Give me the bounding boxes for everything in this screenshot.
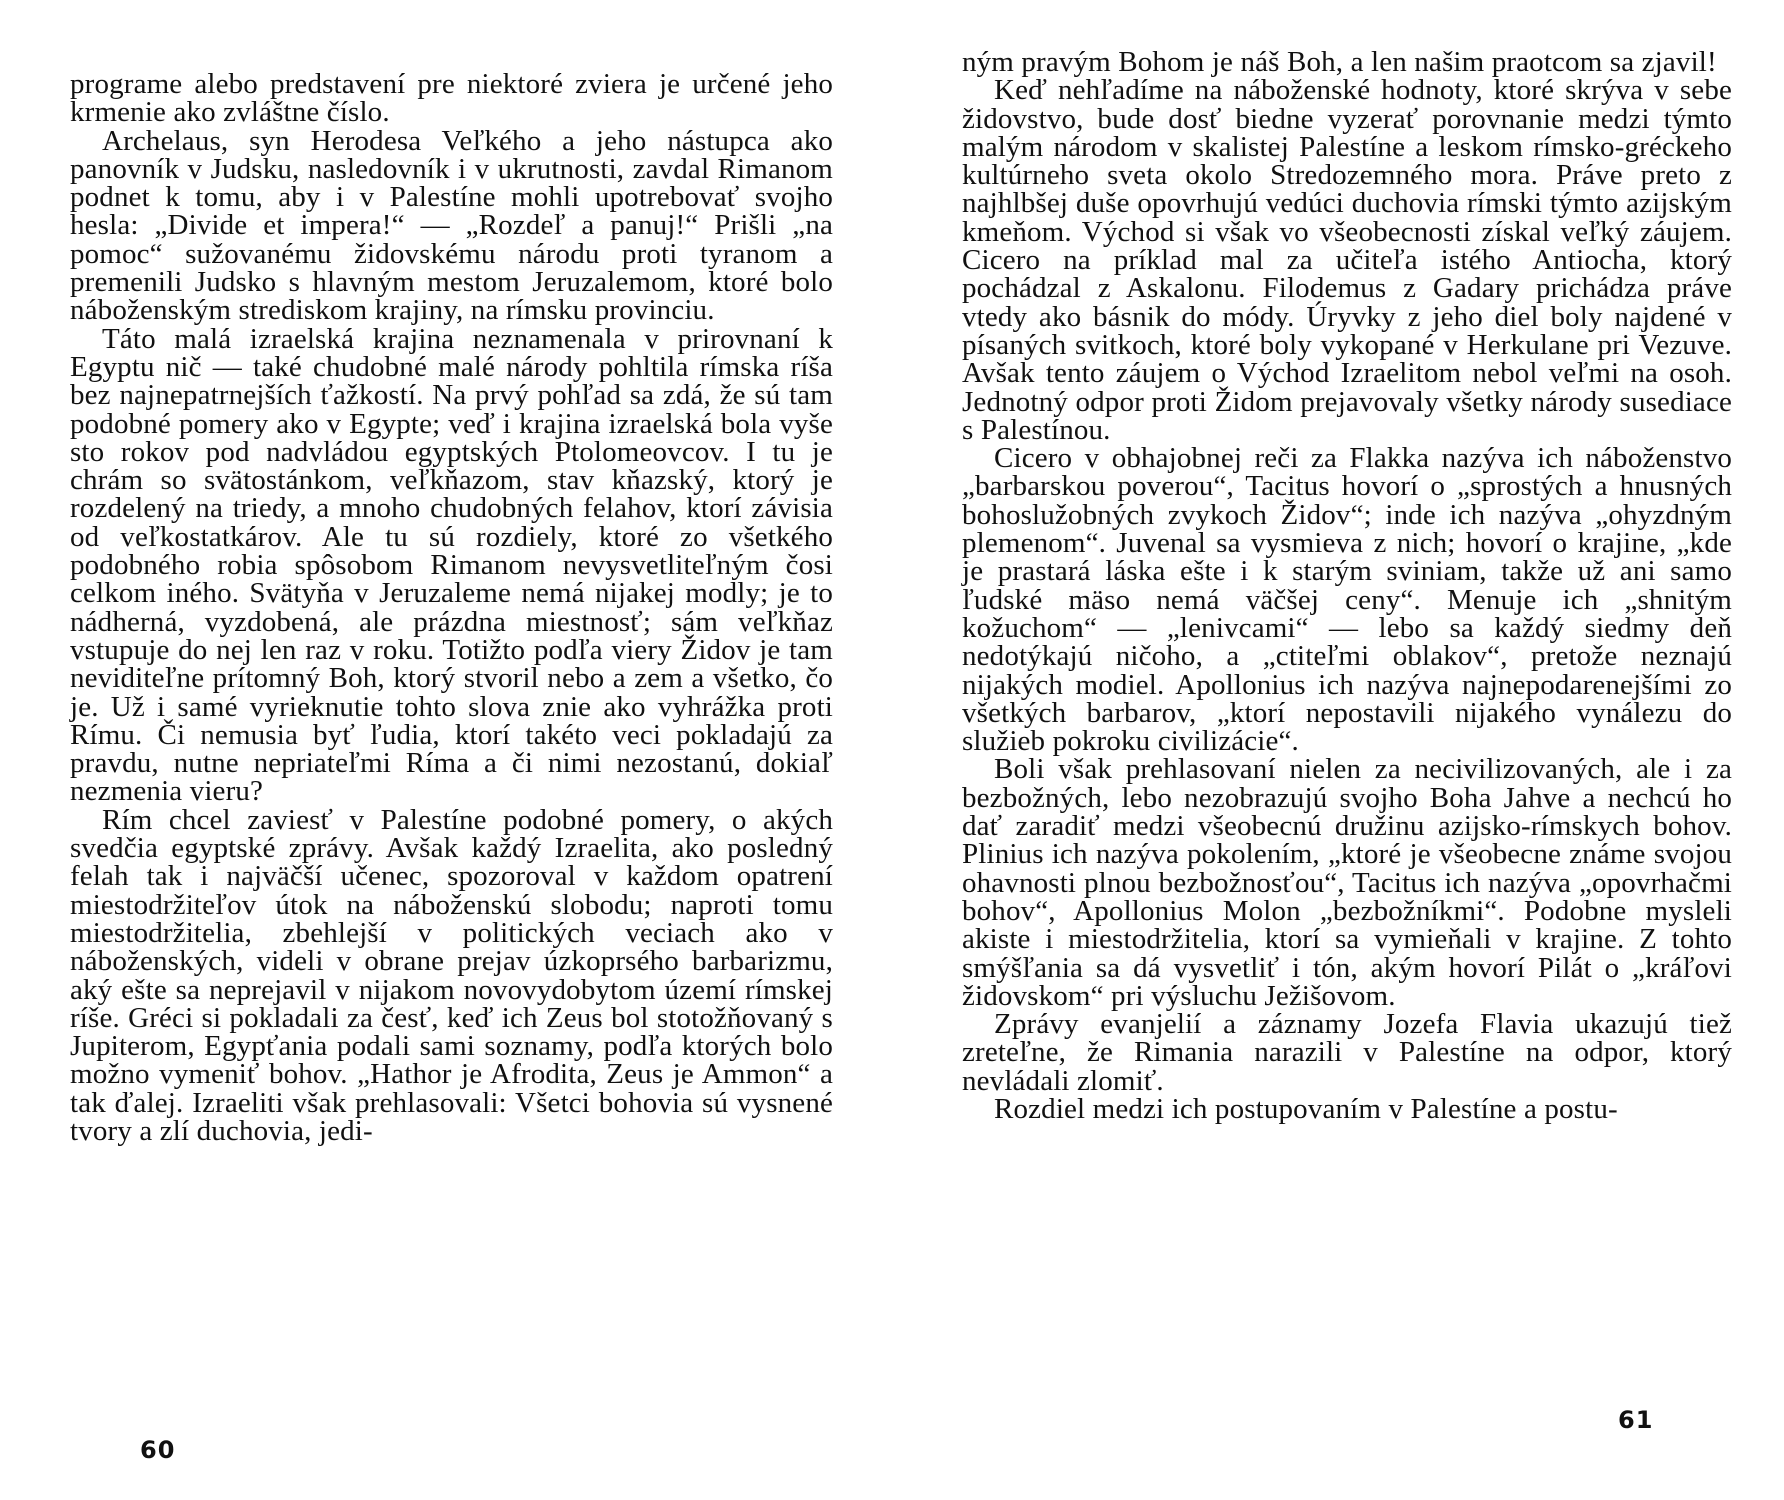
paragraph: ným pravým Bohom je náš Boh, a len našim praotcom sa zjavil! [962,46,1717,78]
paragraph: Keď nehľadíme na náboženské hodnoty, ktoré skrýva v sebe židovstvo, bude dosť biedne vyzerať porovnanie medzi týmto malým národom v skalistej Palestíne a leskom rímsko-gréckeho kultúrneho sveta okolo Stredozemného mora. Práve preto z najhlbšej duše opovrhujú vedúci duchovia rímski týmto azijským kmeňom. Východ si však vo všeobecnosti získal veľký záujem. Cicero na príklad mal za učiteľa istého Antiocha, ktorý pochádzal z Askalonu. Filodemus z Gadary prichádza práve vtedy ako básnik do módy. Úryvky z jeho diel boly najdené v písaných svitkoch, ktoré boly vykopané v Herkulane pri Vezuve. Avšak tento záujem o Východ Izraelitom nebol veľmi na osoh. Jednotný odpor proti Židom prejavovaly všetky národy susediace s Palestínou. [962,74,1732,446]
paragraph: Cicero v obhajobnej reči za Flakka nazýva ich náboženstvo „barbarskou poverou“, Tacitus hovorí o „sprostých a hnusných bohoslužobných zvykoch Židov“; inde ich nazýva „ohyzdným plemenom“. Juvenal sa vysmieva z nich; hovorí o krajine, „kde je prastará láska ešte i k starým sviniam, takže už ani samo ľudské mäso nemá väčšej ceny“. Menuje ich „shnitým kožuchom“ — „lenivcami“ — lebo sa každý siedmy deň nedotýkajú ničoho, a „ctiteľmi oblakov“, pretože neznajú nijakých modiel. Apollonius ich nazýva najnepodarenejšími zo všetkých barbarov, „ktorí nepostavili nijakého vynálezu do služieb pokroku civilizácie“. [962,442,1732,758]
paragraph: Zprávy evanjelií a záznamy Jozefa Flavia ukazujú tiež zreteľne, že Rimania narazili v Palestíne na odpor, ktorý nevládali zlomiť. [962,1008,1732,1097]
right-page [892,0,1784,1500]
page-number: 61 [1618,1406,1654,1434]
paragraph: Rozdiel medzi ich postupovaním v Palestíne a postu- [994,1092,1618,1125]
paragraph: programe alebo predstavení pre niektoré zviera je určené jeho krmenie ako zvláštne číslo. [70,68,833,129]
paragraph: Boli však prehlasovaní nielen za necivilizovaných, ale i za bezbožných, lebo nezobrazujú svojho Boha Jahve a nechcú ho dať zaradiť medzi všeobecnú družinu azijsko-rímskych bohov. Plinius ich nazýva pokolením, „ktoré je všeobecne známe svojou ohavnosti plnou bezbožnosťou“, Tacitus ich nazýva „opovrhačmi bohov“, Apollonius Molon „bezbožníkmi“. Podobne mysleli akiste i miestodržitelia, ktorí sa vymieňali v krajine. Z tohto smýšľania sa dá vysvetliť i tón, akým hovorí Pilát o „kráľovi židovskom“ pri výsluchu Ježišovom. [962,753,1732,1012]
left-page-text [70,70,833,1145]
paragraph: Rím chcel zaviesť v Palestíne podobné pomery, o akých svedčia egyptské zprávy. Avšak každý Izraelita, ako posledný felah tak i najväčší učenec, spozoroval v každom opatrení miestodržiteľov útok na náboženskú slobodu; naproti tomu miestodržitelia, zbehlejší v politických veciach ako v náboženských, videli v obrane prejav úzkoprsého barbarizmu, aký ešte sa neprejavil v nijakom novovydobytom území rímskej ríše. Gréci si pokladali za česť, keď ich Zeus bol stotožňovaný s Jupiterom, Egypťania podali sami soznamy, podľa ktorých bolo možno vymeniť bohov. „Hathor je Afrodita, Zeus je Ammon“ a tak ďalej. Izraeliti však prehlasovali: Všetci bohovia sú vysnené tvory a zlí duchovia, jedi- [70,803,833,1147]
paragraph: Archelaus, syn Herodesa Veľkého a jeho nástupca ako panovník v Judsku, nasledovník i v ukrutnosti, zavdal Rimanom podnet k tomu, aby i v Palestíne mohli upotrebovať svojho hesla: „Divide et impera!“ — „Rozdeľ a panuj!“ Prišli „na pomoc“ sužovanému židovskému národu proti tyranom a premenili Judsko s hlavným mestom Jeruzalemom, ktoré bolo náboženským strediskom krajiny, na rímsku provinciu. [70,124,833,327]
right-page-text [962,48,1732,1123]
paragraph: Táto malá izraelská krajina neznamenala v prirovnaní k Egyptu nič — také chudobné malé národy pohltila rímska ríša bez najnepatrnejších ťažkostí. Na prvý pohľad sa zdá, že sú tam podobné pomery ako v Egypte; veď i krajina izraelská bola vyše sto rokov pod nadvládou egyptských Ptolomeovcov. I tu je chrám so svätostánkom, veľkňazom, stav kňazský, ktorý je rozdelený na triedy, a mnoho chudobných felahov, ktorí závisia od veľkostatkárov. Ale tu sú rozdiely, ktoré zo všetkého podobného robia spôsobom Rimanom nevysvetliteľným čosi celkom iného. Svätyňa v Jeruzaleme nemá nijakej modly; je to nádherná, vyzdobená, ale prázdna miestnosť; sám veľkňaz vstupuje do nej len raz v roku. Totižto podľa viery Židov je tam neviditeľne prítomný Boh, ktorý stvoril nebo a zem a všetko, čo je. Už i samé vyrieknutie tohto slova znie ako vyhrážka proti Rímu. Či nemusia byť ľudia, ktorí takéto veci pokladajú za pravdu, nutne nepriateľmi Ríma a či nimi nezostanú, dokiaľ nezmenia vieru? [70,322,833,808]
page-number: 60 [140,1436,176,1464]
